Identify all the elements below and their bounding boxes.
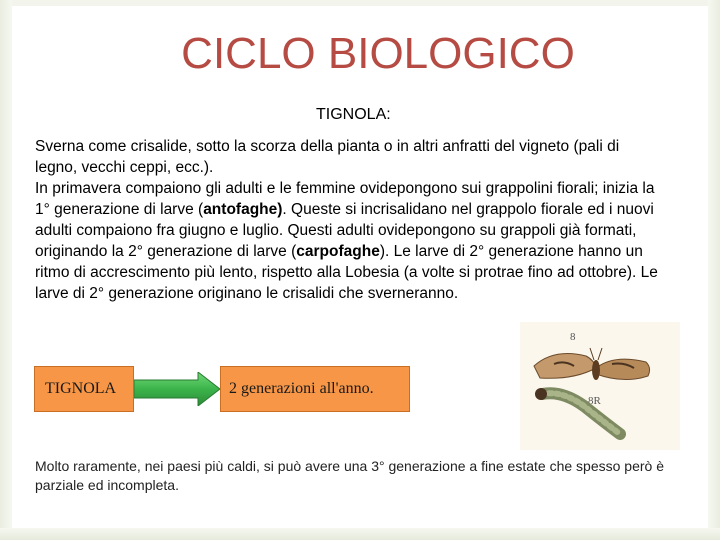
right-arrow-icon [134, 372, 220, 406]
term-carpofaghe: carpofaghe [296, 243, 380, 260]
illustration-label-bottom: 8R [588, 395, 601, 407]
tignola-box-label: TIGNOLA [45, 380, 117, 397]
paragraph-2-part-2: . Queste si incrisalidano nel grappolo fiorale ed i nuovi adulti compaiono fra giugno e luglio. Questi adulti ovidepongono su grappoli già formati, originando la 2° generazione di larve ( [35, 201, 654, 260]
slide-border-top [0, 0, 720, 6]
moth-larva-illustration [520, 322, 680, 450]
slide-subtitle: TIGNOLA: [316, 106, 391, 123]
paragraph-2-part-1: In primavera compaiono gli adulti e le femmine ovidepongono sui grappolini fiorali; inizia la 1° generazione di larve ( [35, 180, 655, 218]
paragraph-2-part-3: ). Le larve di 2° generazione hanno un ritmo di accrescimento più lento, rispetto alla Lobesia (a volte si protrae fino ad ottobre). Le larve di 2° generazione originano le crisalidi che sverneranno. [35, 243, 658, 302]
slide-border-right [708, 0, 720, 540]
paragraph-1: Sverna come crisalide, sotto la scorza della pianta o in altri anfratti del vigneto (pali di legno, vecchi ceppi, ecc.). [35, 138, 620, 176]
body-text [35, 136, 665, 304]
slide-border-left [0, 0, 12, 540]
term-antofaghe: antofaghe) [203, 201, 283, 218]
tignola-box [34, 366, 134, 412]
footer-note: Molto raramente, nei paesi più caldi, si può avere una 3° generazione a fine estate che spesso però è parziale ed incompleta. [35, 458, 664, 493]
slide-title: CICLO BIOLOGICO [181, 29, 575, 78]
slide-border-bottom [0, 528, 720, 540]
generations-box [220, 366, 410, 412]
illustration-label-top: 8 [570, 331, 576, 343]
generations-box-label: 2 generazioni all'anno. [229, 380, 374, 397]
paragraph-2 [35, 178, 665, 304]
